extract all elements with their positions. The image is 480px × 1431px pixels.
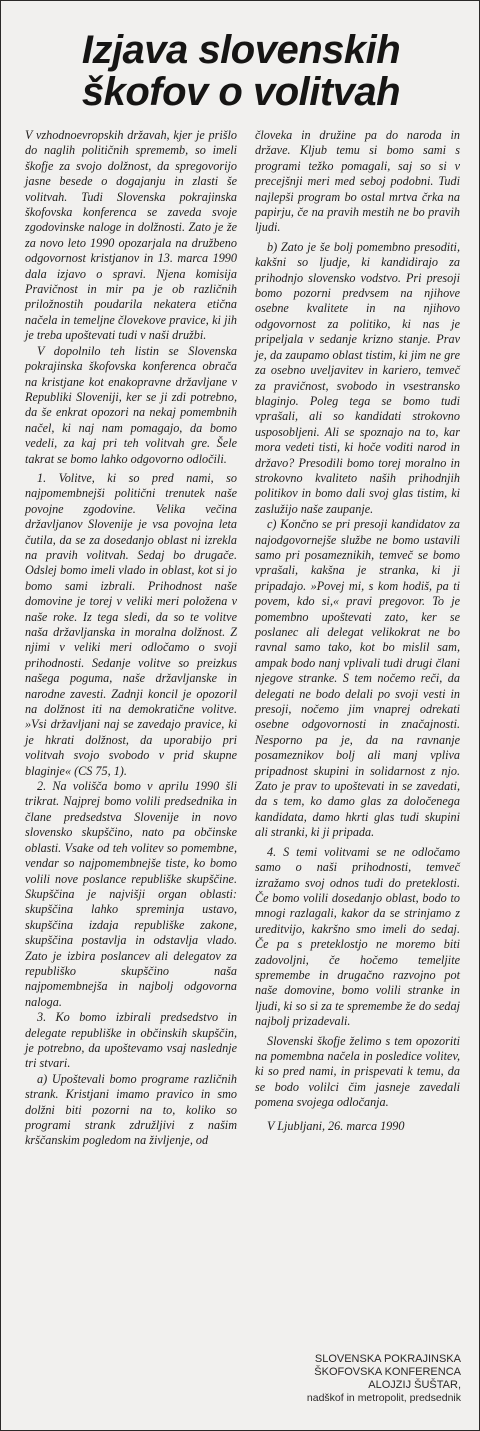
paragraph: 4. S temi volitvami se ne odločamo samo o naši prihodnosti, temveč izražamo svoj odnos tudi do preteklosti. Če bomo volili dosedanjo oblast, bodo to mnogi razlagali, kakor da se strinjamo z ureditvijo, kakršno smo imeli do sedaj. Če pa s preteklostjo ne moremo biti zadovoljni, če hočemo temeljite spremembe in drugačno razvojno pot naše domovine, bomo volili stranke in ljudi, ki so si za te spremembe že do sedaj najbolj prizadevali. <box>255 844 460 1029</box>
signature-line-2: ŠKOFOVSKA KONFERENCA <box>314 1366 461 1378</box>
title-line-1: Izjava slovenskih <box>81 28 401 72</box>
paragraph: človeka in družine pa do naroda in države. Kljub temu si bomo sami s programi težko pomagali, saj so si v precejšnji meri med seboj podobni. Tudi najlepši program bo ostal mrtva črka na papirju, če na pravih mestih ne bo pravih ljudi. <box>255 128 460 235</box>
paragraph: a) Upoštevali bomo programe različnih strank. Kristjani imamo pravico in smo dolžni biti pozorni na to, koliko so programi strank združljivi z našim krščanskim pogledom na življenje, od <box>25 1071 237 1148</box>
right-column <box>255 128 460 1134</box>
signature-line-4: nadškof in metropolit, predsednik <box>306 1392 461 1404</box>
signature-line-1: SLOVENSKA POKRAJINSKA <box>314 1353 461 1365</box>
paragraph: 3. Ko bomo izbirali predsedstvo in delegate republiške in občinskih skupščin, je potrebno, da upoštevamo vsaj naslednje tri stvari. <box>25 1010 237 1071</box>
paragraph: V vzhodnoevropskih državah, kjer je prišlo do naglih političnih sprememb, so imeli škofje za svojo dolžnost, da spregovorijo jasne besede o dogajanju in zlasti še volitvah. Tudi Slovenska pokrajinska škofovska konferenca se zaveda svoje zgodovinske naloge in dolžnosti. Zato je že za novo leto 1990 opozarjala na družbeno odgovornost kristjanov in 13. marca 1990 dala izjavo o spravi. Njena komisija Pravičnost in mir pa je ob različnih priložnostih poudarila nekatera etična načela in temeljne človekove pravice, ki jih je treba upoštevati tudi v naši družbi. <box>25 128 237 343</box>
signature-line-3: ALOJZIJ ŠUŠTAR, <box>368 1379 461 1391</box>
date-line: V Ljubljani, 26. marca 1990 <box>267 1118 405 1133</box>
left-column <box>25 128 237 1149</box>
paragraph: 2. Na volišča bomo v aprilu 1990 šli trikrat. Najprej bomo volili predsednika in člane predsedstva Slovenije in novo slovensko skupščino, nato pa občinske oblasti. Vsake od teh volitev so pomembne, vendar so najpomembnejše tiste, ko bomo volili nove poslance republiške skupščine. Skupščina je najvišji organ oblasti: skupščina lahko spreminja ustavo, skupščina izdaja republiške zakone, skupščina postavlja in odstavlja vlado. Zato je izbira poslancev ali delegatov za republiško skupščino naša najpomembnejša in najbolj odgovorna naloga. <box>25 779 237 1009</box>
paragraph: c) Končno se pri presoji kandidatov za najodgovornejše službe ne bomo ustavili samo pri posameznikih, temveč se bomo vprašali, kakšna je stranka, ki ji pripadajo. »Povej mi, s kom hodiš, pa ti povem, kdo si,« pravi pregovor. To je pomembno upoštevati zato, ker se poslanec ali delegat velikokrat ne bo ravnal samo tako, kot bo mislil sam, ampak bodo nanj vplivali tudi drugi člani njegove stranke. S tem nočemo reči, da delegati ne bodo delali po svoji vesti in presoji, nočemo jim vnaprej odrekati osebne odgovornosti in značajnosti. Nesporno pa je, da na ravnanje posameznikov bolj ali manj vpliva pripadnost skupini in solidarnost z njo. Zato je prav to upoštevati in se zavedati, da s tem, ko damo glas za določenega kandidata, damo hkrti glas tudi skupini ali stranki, ki ji pripada. <box>255 517 460 840</box>
paragraph: 1. Volitve, ki so pred nami, so najpomembnejši politični trenutek naše povojne zgodovine. Velika večina državljanov Slovenije je vsa povojna leta čutila, da se za dosedanjo oblast ni izrekla na pravih volitvah. Sedaj bo drugače. Odslej bomo imeli vlado in oblast, kot si jo bomo sami izbrali. Prihodnost naše domovine je torej v veliki meri položena v naše roke. Iz tega sledi, da so te volitve naša državljanska in moralna dolžnost. Z njimi v veliki meri odločamo o svoji prihodnosti. Sedanje volitve so preizkus našega poguma, naše državljanske in narodne zavesti. Zadnji koncil je opozoril na dolžnost iti na demokratične volitve. »Vsi državljani naj se zavedajo pravice, ki je hkrati dolžnost, da uporabijo pri volitvah svojo svobodo v prid skupne blaginje« (CS 75, 1). <box>25 470 237 778</box>
title-line-2: škofov o volitvah <box>81 70 401 114</box>
article-title <box>1 29 480 113</box>
signature-block <box>259 1353 461 1405</box>
paragraph: b) Zato je še bolj pomembno presoditi, kakšni so ljudje, ki kandidirajo za prihodnjo slovensko vodstvo. Pri presoji bomo pozorni predvsem na njihove osebne kvalitete in na njihovo odgovornost za politiko, ki nas je pripeljala v sedanje krizno stanje. Prav je, da zaupamo oblast tistim, ki jim ne gre za osebno uveljavitev in kariero, temveč za pravičnost, svobodo in vsestransko blaginjo. Poleg tega se bomo tudi vprašali, ali so kandidati strokovno usposobljeni. Ali se spoznajo na to, kar mora vedeti tisti, ki hoče voditi narod in državo? Presodili bomo torej moralno in strokovno kvaliteto naših prihodnjih politikov in bomo dali svoj glas tistim, ki zaslužijo naše zaupanje. <box>255 239 460 516</box>
paragraph: Slovenski škofje želimo s tem opozoriti na pomembna načela in posledice volitev, ki so pred nami, in prispevati k temu, da se bodo volilci čim jasneje zavedali pomena svojega odločanja. <box>255 1033 460 1110</box>
paragraph: V dopolnilo teh listin se Slovenska pokrajinska škofovska konferenca obrača na kristjane kot enakopravne državljane v Republiki Sloveniji, ker se ji zdi potrebno, da še enkrat opozori na nekaj pomembnih načel, ki naj nam pomagajo, da bomo vedeli, za kaj pri teh volitvah gre. Šele takrat se bomo lahko odgovorno odločili. <box>25 343 237 466</box>
